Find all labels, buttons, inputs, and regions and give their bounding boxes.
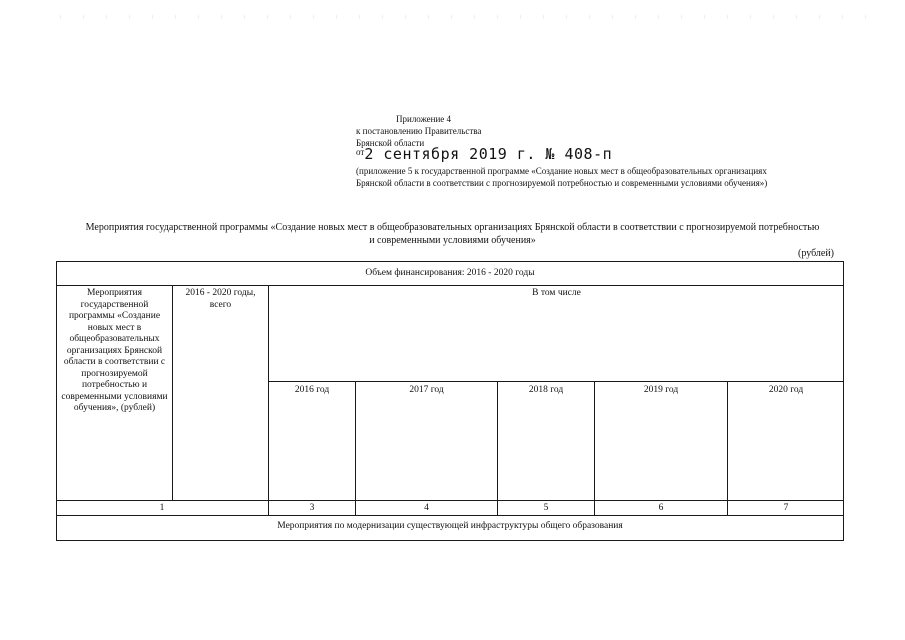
column-number-4: 4: [424, 503, 429, 513]
column-number-3: 3: [309, 503, 315, 513]
year-header-2018: 2018 год: [528, 385, 564, 395]
decree-prefix: от: [356, 147, 365, 157]
column-total-header: 2016 - 2020 годы, всего: [185, 288, 256, 310]
year-header-2016: 2016 год: [294, 385, 330, 395]
year-header-2019: 2019 год: [643, 385, 679, 395]
section-row-modernization: Мероприятия по модернизации существующей инфраструктуры общего образования: [277, 521, 623, 531]
year-header-2020: 2020 год: [768, 385, 804, 395]
funding-header: Объем финансирования: 2016 - 2020 годы: [365, 268, 535, 278]
column-number-1: 1: [159, 503, 165, 513]
decree-date-number: 2 сентября 2019 г. № 408-п: [364, 145, 613, 163]
column-including-header: В том числе: [532, 288, 581, 298]
year-header-2017: 2017 год: [409, 385, 444, 395]
annex-note: (приложение 5 к государственной программе «Создание новых мест в общеобразовательных организациях Брянской области в соответствии с прогнозируемой потребностью и современными условиями обучения»): [356, 166, 768, 188]
annex-line-2: к постановлению Правительства: [356, 126, 482, 136]
document-title: Мероприятия государственной программы «Создание новых мест в общеобразовательных организациях Брянской области в соответствии с прогнозируемой потребностью и современными условиями обучения»: [85, 222, 820, 246]
column-number-5: 5: [543, 503, 549, 513]
units-label: (рублей): [798, 248, 835, 259]
annex-line-3: Брянской области: [356, 138, 425, 148]
column-number-6: 6: [658, 503, 664, 513]
annex-line-1: Приложение 4: [396, 114, 452, 124]
column-activity-header: Мероприятия государственной программы «Создание новых мест в общеобразовательных организациях Брянской области в соответствии с прогнозируемой потребностью и современными условиями обучения», (рублей): [61, 288, 168, 413]
column-number-7: 7: [783, 503, 789, 513]
